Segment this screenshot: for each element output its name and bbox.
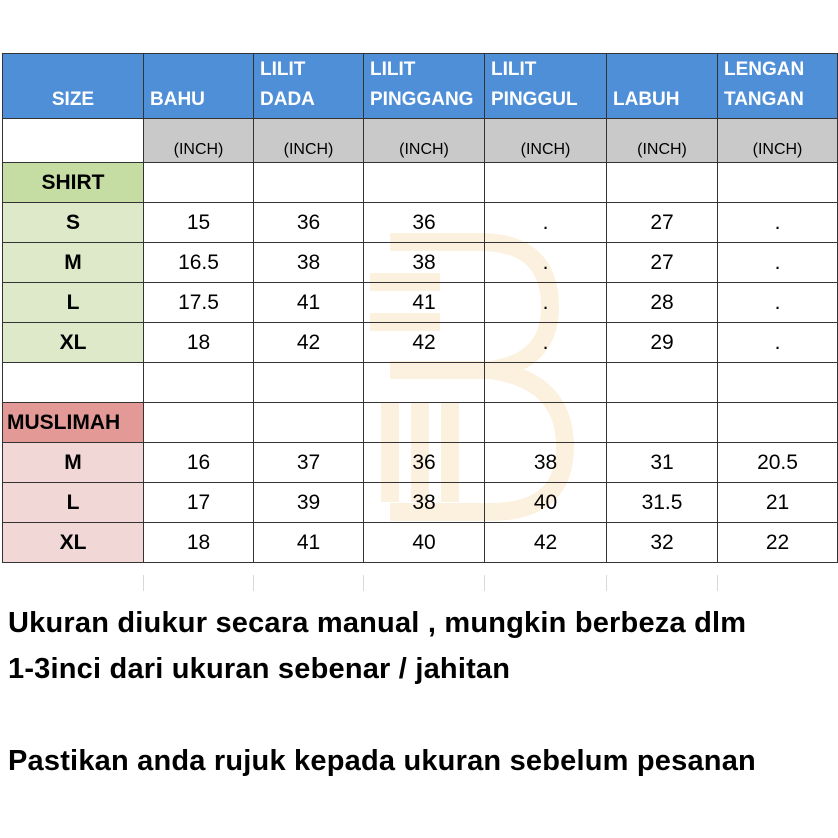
table-cell: 31 [607,443,718,483]
table-cell: 38 [485,443,607,483]
table-cell: 18 [144,323,254,363]
table-row [3,523,838,563]
table-row [3,483,838,523]
table-cell: 40 [485,483,607,523]
table-cell: 16.5 [144,243,254,283]
size-notes [8,600,756,784]
note-line: 1-3inci dari ukuran sebenar / jahitan [8,653,511,685]
header-bahu: BAHU [144,54,254,119]
faint-gridlines [0,575,838,593]
table-cell: 41 [254,523,364,563]
note-line: Ukuran diukur secara manual , mungkin berbeza dlm [8,607,747,639]
table-cell: 36 [254,203,364,243]
table-cell: 17 [144,483,254,523]
table-cell: 42 [254,323,364,363]
size-label: M [3,243,144,283]
table-cell: 22 [718,523,838,563]
unit-label: (INCH) [718,119,838,163]
size-label: M [3,443,144,483]
header-lilit-dada: LILIT DADA [254,54,364,119]
table-cell: 31.5 [607,483,718,523]
shirt-category-label: SHIRT [3,163,144,203]
header-lilit-pinggul: LILIT PINGGUL [485,54,607,119]
size-label: XL [3,323,144,363]
unit-blank [3,119,144,163]
header-size: SIZE [3,54,144,119]
table-cell: . [718,203,838,243]
table-cell: 21 [718,483,838,523]
header-lengan-tangan: LENGAN TANGAN [718,54,838,119]
unit-label: (INCH) [607,119,718,163]
table-cell: 29 [607,323,718,363]
table-cell: . [485,203,607,243]
size-chart-table [2,53,838,563]
table-cell: 27 [607,203,718,243]
muslimah-category-label: MUSLIMAH [3,403,144,443]
size-label: S [3,203,144,243]
table-row [3,323,838,363]
table-cell: 32 [607,523,718,563]
unit-label: (INCH) [364,119,485,163]
table-cell: 36 [364,203,485,243]
table-row [3,443,838,483]
table-cell: 41 [364,283,485,323]
table-cell: 38 [364,483,485,523]
header-row [3,54,838,119]
size-label: L [3,283,144,323]
table-cell: . [718,243,838,283]
table-cell: 42 [485,523,607,563]
table-cell: 40 [364,523,485,563]
table-row [3,283,838,323]
unit-label: (INCH) [485,119,607,163]
table-cell: 17.5 [144,283,254,323]
table-cell: 36 [364,443,485,483]
table-cell: 41 [254,283,364,323]
table-cell: 18 [144,523,254,563]
spacer-row [3,363,838,403]
table-row [3,203,838,243]
size-label: XL [3,523,144,563]
table-cell: 39 [254,483,364,523]
unit-label: (INCH) [254,119,364,163]
header-labuh: LABUH [607,54,718,119]
header-lilit-pinggang: LILIT PINGGANG [364,54,485,119]
shirt-category-row [3,163,838,203]
unit-row [3,119,838,163]
table-cell: 37 [254,443,364,483]
table-cell: 38 [364,243,485,283]
table-cell: 15 [144,203,254,243]
table-row [3,243,838,283]
unit-label: (INCH) [144,119,254,163]
table-cell: 38 [254,243,364,283]
size-label: L [3,483,144,523]
table-cell: . [485,323,607,363]
table-cell: . [718,323,838,363]
table-cell: 16 [144,443,254,483]
table-cell: 20.5 [718,443,838,483]
table-cell: 27 [607,243,718,283]
note-line: Pastikan anda rujuk kepada ukuran sebelum pesanan [8,745,756,777]
table-cell: . [485,283,607,323]
muslimah-category-row [3,403,838,443]
table-cell: . [485,243,607,283]
table-cell: 28 [607,283,718,323]
table-cell: 42 [364,323,485,363]
table-cell: . [718,283,838,323]
